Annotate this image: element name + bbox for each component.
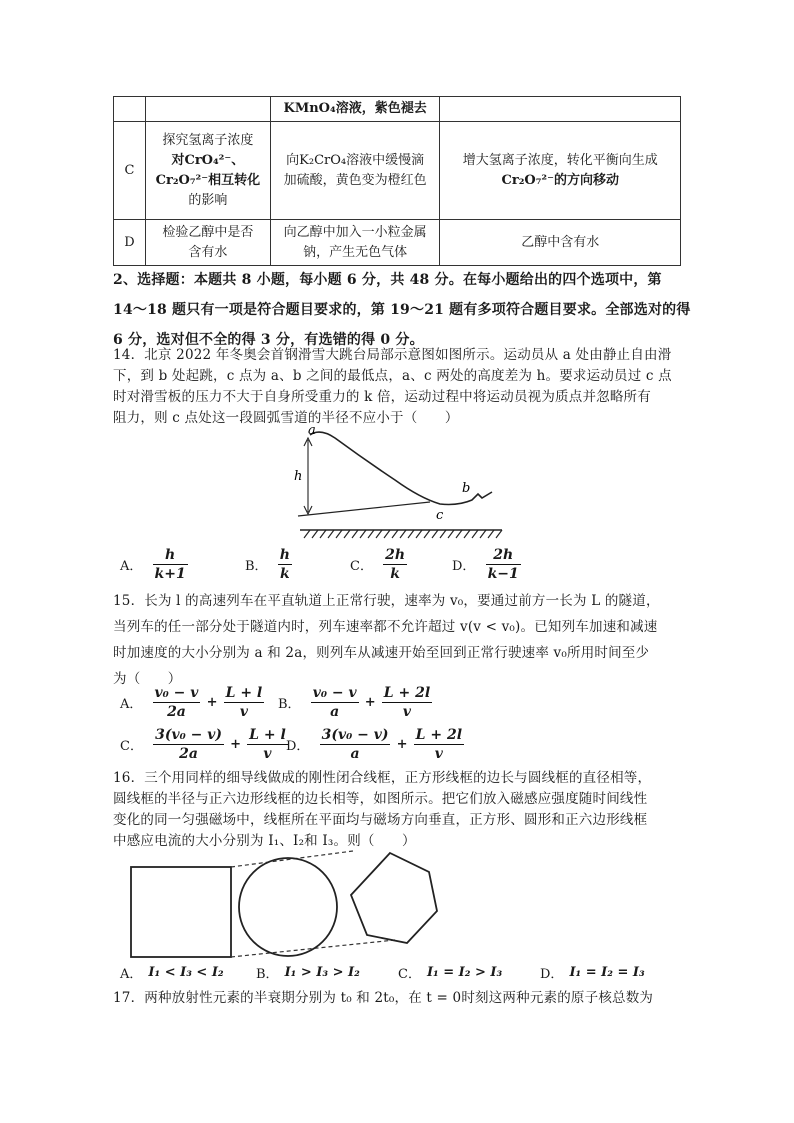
option-label: A． — [120, 559, 143, 574]
option-expr: I₁ > I₃ > I₂ — [284, 965, 360, 980]
option-label: A． — [120, 967, 143, 982]
section-line: 14～18 题只有一项是符合题目要求的，第 19～21 题有多项符合题目要求。全部选对的得 — [113, 302, 691, 318]
conclusion-cell — [440, 122, 681, 220]
q15-line: 当列车的任一部分处于隧道内时，列车速率都不允许超过 v(v < v₀)。已知列车加速和减速 — [113, 619, 658, 635]
table-row — [114, 122, 681, 220]
question-15 — [113, 588, 688, 692]
cell-line: 增大氢离子浓度，转化平衡向生成 — [462, 152, 658, 168]
table-row — [114, 220, 681, 266]
q16-option-a[interactable] — [120, 963, 224, 982]
q14-line: 时对滑雪板的压力不大于自身所受重力的 k 倍，运动过程中将运动员视为质点并忽略所有 — [113, 389, 651, 405]
q17-line: 17．两种放射性元素的半衰期分别为 t₀ 和 2t₀，在 t = 0时刻这两种元素的原子核总数为 — [113, 990, 654, 1006]
q16-option-c[interactable] — [398, 963, 502, 982]
section-line: 2、选择题：本题共 8 小题，每小题 6 分，共 48 分。在每小题给出的四个选项中，第 — [113, 272, 662, 288]
q15-option-a[interactable] — [120, 684, 264, 721]
option-label: D． — [540, 967, 564, 982]
option-fraction: $\frac{h}{k+1}$ — [154, 547, 186, 582]
option-label: C． — [120, 739, 143, 754]
q16-option-b[interactable] — [256, 963, 360, 982]
label-c: c — [436, 508, 444, 523]
option-fraction: $\frac{\text{3(v₀ − v)}}{2a}$ — [155, 727, 222, 762]
q14-option-d[interactable] — [452, 546, 521, 583]
question-16 — [113, 768, 688, 852]
conclusion-cell — [440, 97, 681, 122]
option-label: A． — [120, 697, 143, 712]
wire-frames-figure — [125, 845, 445, 963]
option-expr: I₁ = I₂ = I₃ — [569, 965, 645, 980]
square-frame — [131, 867, 231, 957]
cell-line: 向K₂CrO₄溶液中缓慢滴 — [286, 152, 425, 168]
cell-line: 对CrO₄²⁻、 — [171, 152, 245, 168]
option-fraction: $\frac{\text{v₀ − v}}{2a}$ — [154, 685, 199, 720]
label-b: b — [462, 481, 471, 496]
option-label: B． — [245, 559, 268, 574]
ground-hatch — [304, 530, 502, 538]
plus-sign: + — [364, 695, 376, 710]
option-fraction: $\frac{L + 2l}{v}$ — [383, 685, 431, 720]
purpose-cell — [145, 122, 270, 220]
hexagon-frame — [351, 853, 437, 943]
plus-sign: + — [206, 695, 218, 710]
label-a: a — [308, 423, 316, 438]
q16-line: 变化的同一匀强磁场中，线框所在平面均与磁场方向垂直，正方形、圆形和正六边形线框 — [113, 812, 648, 828]
q15-option-c[interactable] — [120, 726, 288, 763]
option-fraction: $\frac{2h}{k-1}$ — [487, 547, 519, 582]
conclusion-cell: 乙醇中含有水 — [440, 220, 681, 266]
option-label: B． — [256, 967, 279, 982]
circle-frame — [239, 858, 337, 956]
q15-option-d[interactable] — [286, 726, 464, 763]
option-expr: I₁ = I₂ > I₃ — [426, 965, 503, 980]
option-fraction: $\frac{L + l}{v}$ — [225, 685, 263, 720]
option-label: D． — [286, 739, 310, 754]
option-expr: I₁ < I₃ < I₂ — [148, 965, 224, 980]
option-fraction: $\frac{h}{k}$ — [279, 547, 290, 582]
cell-line: 含有水 — [188, 244, 228, 260]
option-fraction: $\frac{L + l}{v}$ — [249, 727, 286, 762]
q15-line: 为（ ） — [113, 671, 182, 687]
table-row — [114, 97, 681, 122]
option-fraction: $\frac{\text{v₀ − v}}{a}$ — [312, 685, 357, 720]
operation-cell — [270, 220, 440, 266]
plus-sign: + — [230, 737, 242, 752]
cell-line: Cr₂O₇²⁻的方向移动 — [501, 172, 619, 188]
q14-line: 阻力，则 c 点处这一段圆弧雪道的半径不应小于（ ） — [113, 410, 459, 426]
base-line — [298, 502, 430, 516]
q15-option-b[interactable] — [278, 684, 432, 721]
cell-line: 加硫酸，黄色变为橙红色 — [283, 172, 427, 188]
q16-line: 中感应电流的大小分别为 I₁、I₂和 I₃。则（ ） — [113, 833, 416, 849]
q14-option-a[interactable] — [120, 546, 188, 583]
cell-line: 向乙醇中加入一小粒金属 — [283, 224, 427, 240]
option-fraction: $\frac{L + 2l}{v}$ — [415, 727, 463, 762]
purpose-cell — [145, 97, 270, 122]
operation-cell: KMnO₄溶液，紫色褪去 — [270, 97, 440, 122]
option-label: C． — [398, 967, 421, 982]
row-label — [114, 97, 146, 122]
row-label: C — [114, 122, 146, 220]
cell-line: 钠，产生无色气体 — [303, 244, 408, 260]
q16-line: 圆线框的半径与正六边形线框的边长相等，如图所示。把它们放入磁感应强度随时间线性 — [113, 791, 648, 807]
option-label: C． — [350, 559, 373, 574]
label-h: h — [294, 469, 303, 484]
section-line: 6 分，选对但不全的得 3 分，有选错的得 0 分。 — [113, 332, 424, 348]
q15-line: 时加速度的大小分别为 a 和 2a，则列车从减速开始至回到正常行驶速率 v₀所用时间至少 — [113, 645, 650, 661]
option-label: D． — [452, 559, 476, 574]
cell-line: 的影响 — [188, 192, 228, 208]
purpose-cell — [145, 220, 270, 266]
ski-slope-figure — [280, 420, 510, 540]
plus-sign: + — [396, 737, 408, 752]
cell-line: Cr₂O₇²⁻相互转化 — [155, 172, 261, 188]
q16-option-d[interactable] — [540, 963, 645, 982]
row-label: D — [114, 220, 146, 266]
question-17 — [113, 988, 693, 1009]
cell-line: 检验乙醇中是否 — [162, 224, 254, 240]
cell-line: 探究氢离子浓度 — [162, 132, 254, 148]
question-14 — [113, 345, 683, 429]
q14-option-b[interactable] — [245, 546, 292, 583]
option-fraction: $\frac{2h}{k}$ — [385, 547, 406, 582]
q14-line: 下，到 b 处起跳，c 点为 a、b 之间的最低点，a、c 两处的高度差为 h。要求运动员过 c 点 — [113, 368, 672, 384]
q14-option-c[interactable] — [350, 546, 407, 583]
operation-cell — [270, 122, 440, 220]
q14-line: 14．北京 2022 年冬奥会首钢滑雪大跳台局部示意图如图所示。运动员从 a 处由静止自由滑 — [113, 347, 672, 363]
experiment-table — [113, 96, 681, 266]
section-heading — [113, 265, 691, 355]
option-fraction: $\frac{\text{3(v₀ − v)}}{a}$ — [321, 727, 389, 762]
q15-line: 15．长为 l 的高速列车在平直轨道上正常行驶，速率为 v₀，要通过前方一长为 L 的隧道， — [113, 593, 660, 609]
q16-line: 16．三个用同样的细导线做成的刚性闭合线框，正方形线框的边长与圆线框的直径相等， — [113, 770, 652, 786]
option-label: B． — [278, 697, 301, 712]
